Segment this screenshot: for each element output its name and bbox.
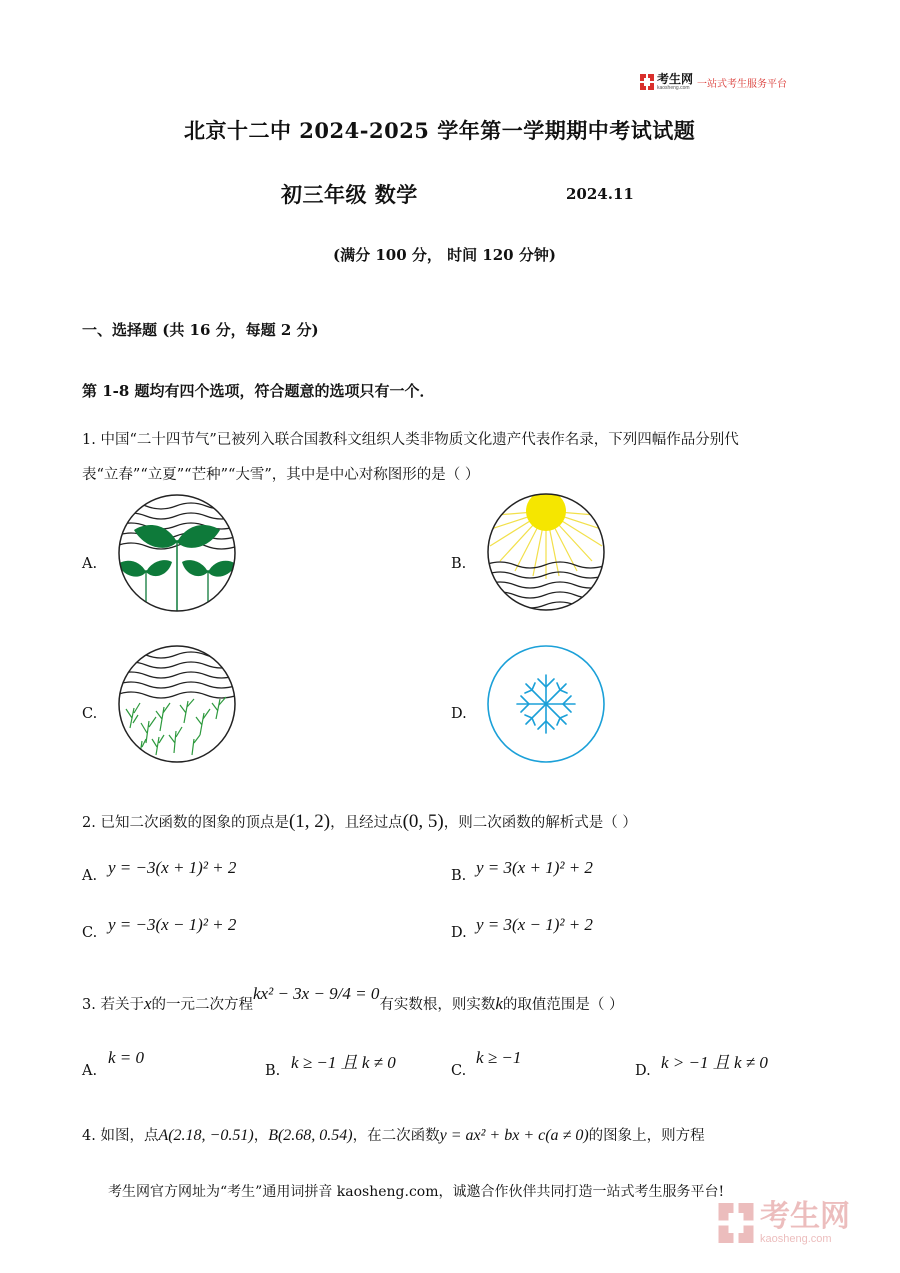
q1-option-b-label[interactable]: B. (451, 556, 467, 572)
sun-icon (485, 491, 607, 613)
watermark-logo-icon (716, 1200, 756, 1246)
header-logo (639, 73, 787, 91)
q3-stem-d: 的取值范围是（ ） (502, 997, 624, 1013)
q1-stem-line1: 1. 中国“二十四节气”已被列入联合国教科文组织人类非物质文化遗产代表作名录，下列四幅作品分别代 (82, 432, 739, 448)
q2-stem-a: 2. 已知二次函数的图象的顶点是 (82, 815, 289, 831)
q2-option-d-formula: y = 3(x − 1)² + 2 (476, 915, 593, 934)
q2-vertex: (1, 2) (288, 811, 331, 832)
q4-point-b: B(2.68, 0.54) (268, 1127, 353, 1144)
q3-option-d-answer: k > −1 且 k ≠ 0 (661, 1053, 768, 1072)
q3-option-b-answer: k ≥ −1 且 k ≠ 0 (291, 1053, 396, 1072)
q3-stem-b: 的一元二次方程 (151, 997, 253, 1013)
q4-stem-c: 的图象上，则方程 (588, 1128, 705, 1144)
logo-domain: kaosheng.com (657, 84, 690, 91)
q2-option-c-label[interactable]: C. (82, 925, 98, 941)
q3-option-d-label[interactable]: D. (635, 1063, 651, 1079)
q1-option-d-label[interactable]: D. (451, 706, 467, 722)
q3-var-x: x (143, 994, 152, 1013)
watermark (716, 1200, 850, 1246)
q2-option-a-label[interactable]: A. (82, 868, 98, 884)
q3-stem (82, 984, 624, 1014)
grain-icon (116, 643, 238, 765)
watermark-text: 考生网 (760, 1200, 850, 1233)
q3-stem-a: 3. 若关于 (82, 997, 144, 1013)
q4-stem: 4. 如图，点A(2.18, −0.51)，B(2.68, 0.54)，在二次函数y = ax² + bx + c(a ≠ 0)的图象上，则方程 (82, 1127, 705, 1144)
section-instruction: 第 1-8 题均有四个选项，符合题意的选项只有一个． (82, 382, 435, 400)
q2-option-c-formula: y = −3(x − 1)² + 2 (108, 915, 237, 934)
q2-point: (0, 5) (402, 811, 444, 832)
q2-stem (82, 811, 637, 833)
watermark-domain: kaosheng.com (760, 1233, 832, 1245)
exam-title: 北京十二中 2024-2025 学年第一学期期中考试试题 (184, 118, 696, 143)
kaosheng-logo-icon (639, 73, 655, 91)
q1-option-c-label[interactable]: C. (82, 706, 98, 722)
q4-function: y = ax² + bx + c(a ≠ 0) (439, 1127, 589, 1144)
sprout-icon (116, 492, 238, 614)
q4-stem-a: 4. 如图，点 (82, 1128, 159, 1144)
logo-name: 考生网 (657, 71, 694, 86)
q2-stem-b: ，且经过点 (330, 815, 403, 831)
snowflake-icon (485, 643, 607, 765)
exam-date: 2024.11 (566, 185, 634, 203)
header-slogan: 一站式考生服务平台 (697, 78, 788, 90)
q1-stem-line2: 表“立春”“立夏”“芒种”“大雪”，其中是中心对称图形的是（ ） (82, 467, 480, 483)
q1-option-a-label[interactable]: A. (82, 556, 98, 572)
q2-option-d-label[interactable]: D. (451, 925, 467, 941)
q3-option-a-label[interactable]: A. (82, 1063, 98, 1079)
section-heading: 一、选择题 (共 16 分，每题 2 分) (82, 321, 319, 339)
q2-option-a-formula: y = −3(x + 1)² + 2 (108, 858, 237, 877)
q3-equation: kx² − 3x − 9/4 = 0 (253, 984, 380, 1003)
q3-option-c-answer: k ≥ −1 (476, 1048, 522, 1067)
exam-subtitle: 初三年级 数学 (281, 182, 418, 207)
q3-var-k: k (495, 994, 503, 1013)
q4-point-a: A(2.18, −0.51) (158, 1127, 254, 1144)
q2-option-b-formula: y = 3(x + 1)² + 2 (476, 858, 593, 877)
q3-stem-c: 有实数根，则实数 (379, 997, 496, 1013)
q2-stem-c: ，则二次函数的解析式是（ ） (443, 815, 637, 831)
q3-option-c-label[interactable]: C. (451, 1063, 467, 1079)
q4-stem-b: ，在二次函数 (352, 1128, 440, 1144)
q3-option-b-label[interactable]: B. (265, 1063, 281, 1079)
q2-option-b-label[interactable]: B. (451, 868, 467, 884)
page-footer: 考生网官方网址为“考生”通用词拼音 kaosheng.com，诚邀合作伙伴共同打造一站式考生服务平台! (108, 1184, 725, 1200)
exam-meta: (满分 100 分， 时间 120 分钟) (333, 246, 556, 264)
q3-option-a-answer: k = 0 (108, 1048, 145, 1067)
